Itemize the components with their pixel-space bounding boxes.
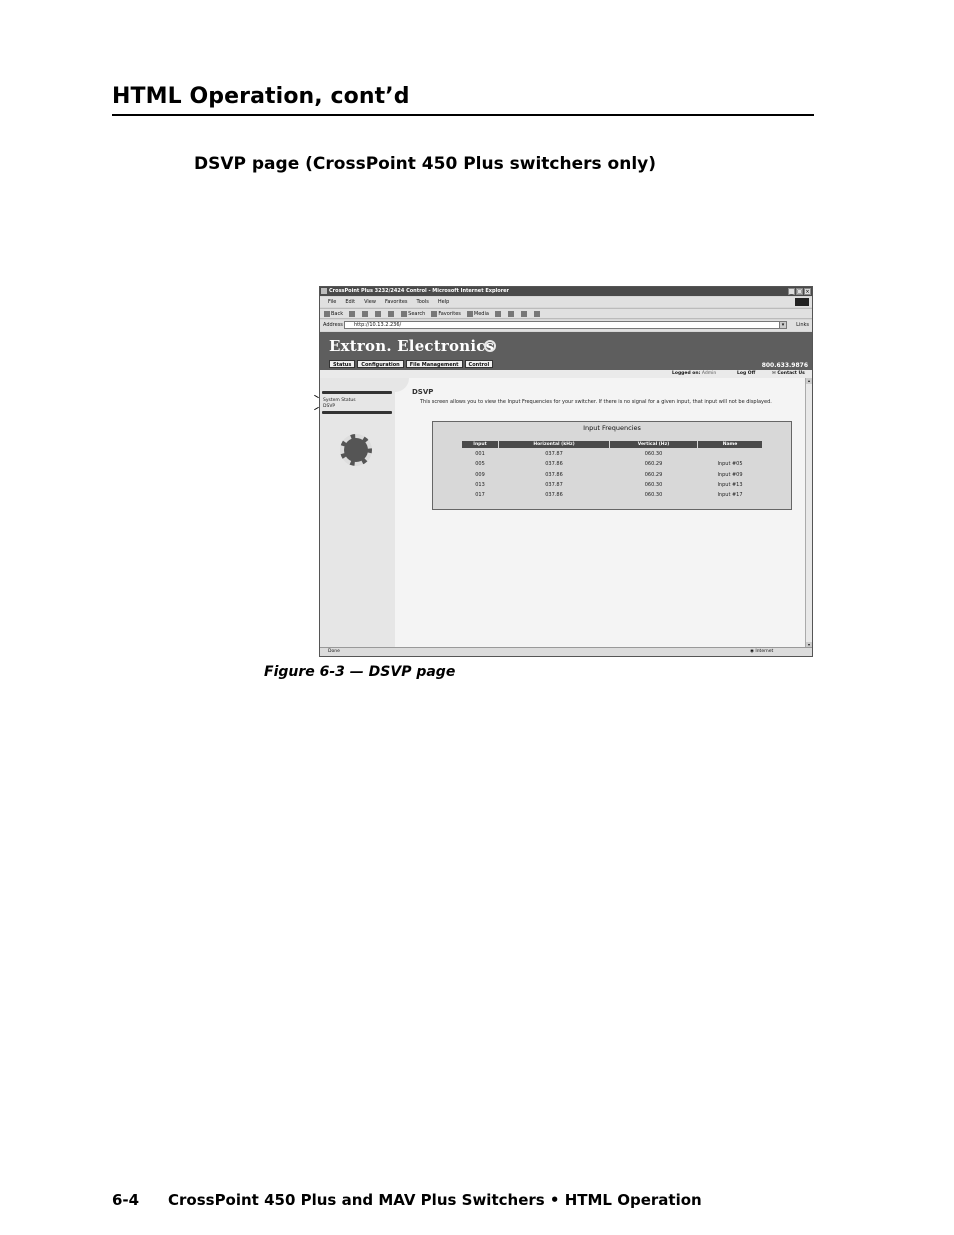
minimize-icon[interactable]: _ bbox=[788, 288, 795, 295]
window-title: CrossPoint Plus 3232/2424 Control - Microsoft Internet Explorer bbox=[329, 288, 510, 294]
table-cell: 017 bbox=[475, 492, 485, 499]
extron-header bbox=[320, 332, 812, 370]
menu-view[interactable]: View bbox=[364, 299, 376, 305]
table-cell: 060.30 bbox=[644, 492, 663, 499]
print-icon bbox=[521, 311, 527, 317]
links-label[interactable]: Links bbox=[796, 322, 809, 328]
table-cell: 037.87 bbox=[545, 451, 563, 457]
header-vertical: Vertical (Hz) bbox=[610, 441, 697, 448]
ie-app-icon bbox=[321, 288, 327, 294]
window-titlebar bbox=[320, 287, 812, 296]
browser-toolbar bbox=[320, 308, 812, 319]
section-heading: DSVP page (CrossPoint 450 Plus switchers only) bbox=[194, 154, 657, 174]
menu-edit[interactable]: Edit bbox=[345, 299, 356, 305]
input-frequencies-table bbox=[432, 421, 792, 510]
dsvp-description: This screen allows you to view the Input Frequencies for your switcher. If there is no signal for a given input, that input will not be displayed. bbox=[420, 399, 772, 405]
refresh-icon bbox=[375, 311, 381, 317]
refresh-button[interactable] bbox=[375, 309, 382, 318]
address-value: http://10.13.2.236/ bbox=[354, 322, 402, 328]
extron-logo: Extron. Electronics bbox=[329, 337, 495, 355]
table-cell: 001 bbox=[475, 451, 485, 457]
table-cell: 013 bbox=[475, 481, 485, 488]
status-done: Done bbox=[328, 649, 340, 654]
table-cell: Input #05 bbox=[717, 461, 743, 468]
extron-tabs bbox=[329, 360, 493, 368]
browser-status-bar bbox=[320, 647, 812, 656]
page-title: HTML Operation, cont’d bbox=[112, 84, 410, 109]
table-cell: Input #17 bbox=[717, 492, 743, 499]
mail-icon: ✉ bbox=[772, 371, 776, 376]
globe-icon: ◉ bbox=[750, 649, 754, 654]
tab-configuration[interactable]: Configuration bbox=[357, 360, 403, 368]
maximize-icon[interactable]: □ bbox=[797, 289, 802, 295]
home-icon bbox=[388, 311, 394, 317]
table-cell: 037.86 bbox=[545, 461, 563, 468]
edit-button[interactable] bbox=[534, 309, 541, 318]
table-cell: 060.30 bbox=[644, 481, 663, 488]
header-input: Input bbox=[462, 441, 498, 448]
sidebar-item-system-status[interactable]: System Status bbox=[323, 398, 356, 403]
close-icon[interactable]: × bbox=[805, 289, 810, 295]
forward-arrow-icon bbox=[349, 311, 355, 317]
back-label: Back bbox=[331, 311, 344, 317]
forward-button[interactable] bbox=[349, 309, 356, 318]
content-corner bbox=[395, 378, 409, 392]
table-cell: 037.86 bbox=[545, 471, 563, 478]
search-label: Search bbox=[408, 311, 426, 317]
home-button[interactable] bbox=[388, 309, 395, 318]
favorites-label: Favorites bbox=[438, 311, 461, 317]
address-label: Address bbox=[323, 322, 343, 328]
footer-page-number: 6-4 bbox=[112, 1191, 140, 1209]
menu-favorites[interactable]: Favorites bbox=[384, 299, 408, 305]
search-button[interactable] bbox=[401, 309, 425, 318]
chevron-down-icon[interactable]: ▾ bbox=[779, 321, 787, 329]
address-bar bbox=[320, 320, 812, 331]
figure-caption: Figure 6-3 — DSVP page bbox=[264, 664, 456, 680]
table-title: Input Frequencies bbox=[583, 424, 641, 432]
status-zone bbox=[750, 648, 773, 656]
media-button[interactable] bbox=[467, 309, 489, 318]
browser-screenshot bbox=[319, 286, 813, 657]
table-cell: Input #09 bbox=[717, 471, 743, 478]
extron-logo-icon bbox=[484, 340, 496, 352]
back-button[interactable] bbox=[324, 309, 343, 318]
vertical-scrollbar[interactable] bbox=[805, 378, 812, 648]
table-cell: 037.86 bbox=[545, 492, 563, 499]
tab-status[interactable]: Status bbox=[329, 360, 355, 368]
address-input[interactable] bbox=[344, 321, 787, 329]
table-cell: 037.87 bbox=[545, 481, 563, 488]
favorites-icon bbox=[431, 311, 437, 317]
back-arrow-icon bbox=[324, 311, 330, 317]
tab-file-management[interactable]: File Management bbox=[406, 360, 463, 368]
phone-number: 800.633.9876 bbox=[761, 362, 808, 369]
menu-file[interactable]: File bbox=[328, 299, 337, 305]
contact-us-label: Contact Us bbox=[777, 371, 805, 376]
table-cell: Input #13 bbox=[717, 481, 743, 488]
sidebar-item-dsvp[interactable]: DSVP bbox=[323, 404, 336, 409]
sidebar bbox=[320, 378, 395, 648]
window-controls bbox=[788, 288, 811, 295]
menu-help[interactable]: Help bbox=[437, 299, 450, 305]
stop-button[interactable] bbox=[362, 309, 369, 318]
menu-bar bbox=[320, 297, 812, 307]
mail-icon bbox=[508, 311, 514, 317]
stop-icon bbox=[362, 311, 368, 317]
table-cell: 009 bbox=[475, 471, 485, 478]
media-label: Media bbox=[473, 311, 489, 317]
favorites-button[interactable] bbox=[431, 309, 461, 318]
history-button[interactable] bbox=[495, 309, 502, 318]
windows-logo-icon bbox=[795, 298, 809, 306]
logged-on bbox=[672, 370, 716, 378]
tab-control[interactable]: Control bbox=[465, 360, 494, 368]
sidebar-divider bbox=[322, 391, 392, 394]
sidebar-divider bbox=[322, 411, 392, 414]
media-icon bbox=[467, 311, 473, 317]
header-name: Name bbox=[698, 441, 762, 448]
scroll-up-icon[interactable]: ▴ bbox=[807, 378, 810, 383]
scroll-down-icon[interactable]: ▾ bbox=[807, 642, 810, 647]
edit-icon bbox=[534, 311, 540, 317]
logged-on-user: Admin bbox=[701, 371, 717, 376]
search-icon bbox=[401, 311, 407, 317]
log-off-link[interactable]: Log Off bbox=[737, 371, 756, 376]
logged-on-label: Logged on: bbox=[672, 371, 701, 376]
table-cell: 005 bbox=[475, 461, 485, 468]
footer-text: CrossPoint 450 Plus and MAV Plus Switchers • HTML Operation bbox=[168, 1191, 702, 1209]
header-horizontal: Horizontal (kHz) bbox=[499, 441, 609, 448]
menu-tools[interactable]: Tools bbox=[416, 299, 429, 305]
status-zone-label: Internet bbox=[755, 649, 774, 654]
history-icon bbox=[495, 311, 501, 317]
extron-emblem-icon bbox=[340, 434, 372, 466]
login-status-line bbox=[320, 370, 812, 378]
table-cell: 060.29 bbox=[644, 471, 663, 478]
page-content bbox=[320, 378, 808, 648]
table-cell: 060.30 bbox=[644, 451, 663, 457]
title-rule bbox=[112, 114, 814, 116]
contact-us-link[interactable] bbox=[772, 370, 805, 378]
mail-button[interactable] bbox=[508, 309, 515, 318]
table-cell: 060.29 bbox=[644, 461, 663, 468]
dsvp-title: DSVP bbox=[412, 388, 434, 396]
print-button[interactable] bbox=[521, 309, 528, 318]
